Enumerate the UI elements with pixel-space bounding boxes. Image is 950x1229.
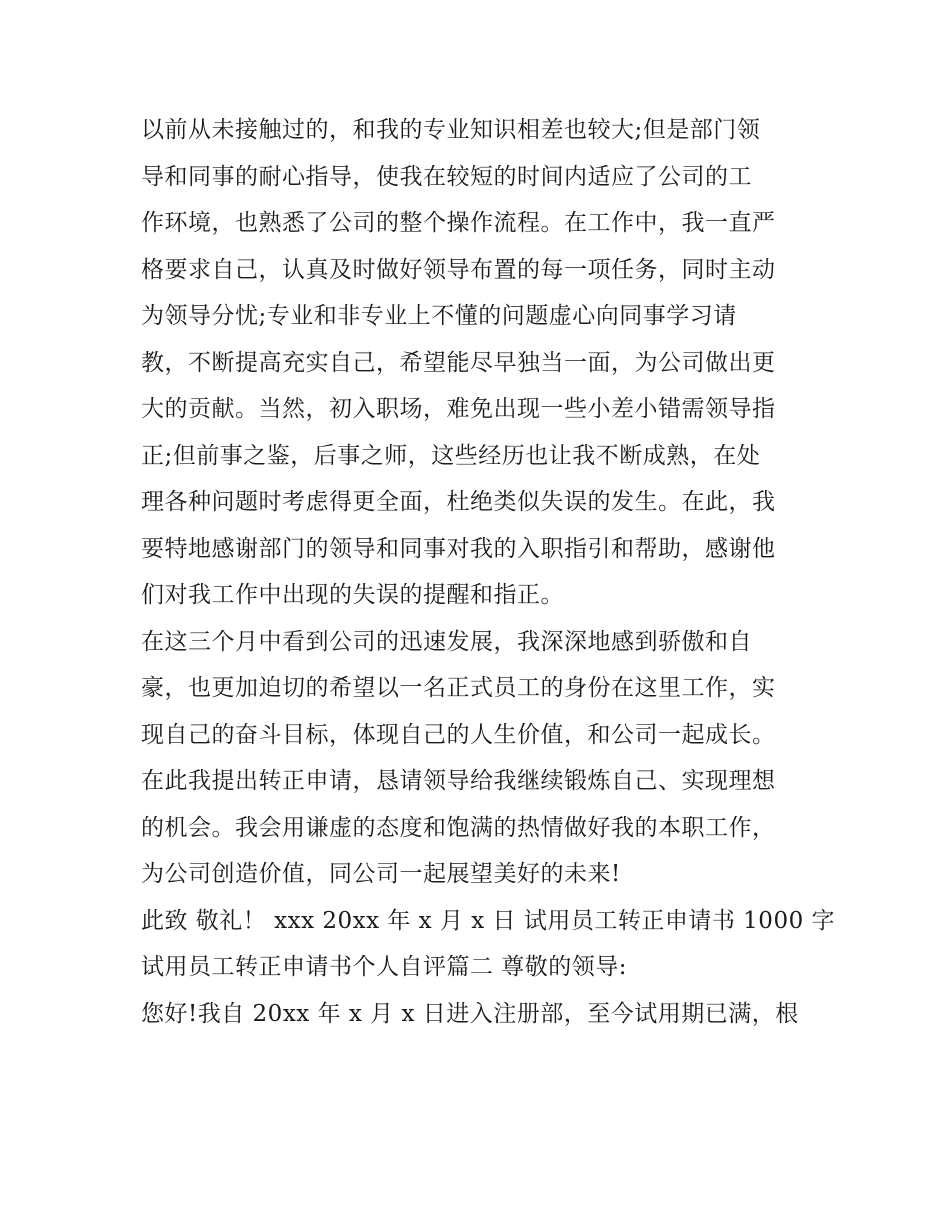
text-line: 豪，也更加迫切的希望以一名正式员工的身份在这里工作，实 [141, 675, 776, 701]
text-line: 试用员工转正申请书个人自评篇二 尊敬的领导: [141, 954, 628, 980]
document-body [141, 110, 836, 1040]
text-line: 导和同事的耐心指导，使我在较短的时间内适应了公司的工 [141, 163, 752, 190]
text-line: 为领导分忧;专业和非专业上不懂的问题虚心向同事学习请 [141, 303, 737, 329]
text-line: 作环境，也熟悉了公司的整个操作流程。在工作中，我一直严 [141, 210, 776, 236]
text-line: 教，不断提高充实自己，希望能尽早独当一面，为公司做出更 [141, 349, 776, 376]
text-line: 正;但前事之鉴，后事之师，这些经历也让我不断成熟，在处 [141, 442, 761, 469]
text-line: 在这三个月中看到公司的迅速发展，我深深地感到骄傲和自 [141, 628, 752, 655]
text-line: 现自己的奋斗目标，体现自己的人生价值，和公司一起成长。 [141, 721, 776, 748]
text-line: 您好!我自 20xx 年 x 月 x 日进入注册部，至今试用期已满，根 [141, 1000, 799, 1027]
text-line: 要特地感谢部门的领导和同事对我的入职指引和帮助，感谢他 [141, 535, 776, 562]
text-line: 们对我工作中出现的失误的提醒和指正。 [141, 582, 564, 608]
text-line: 此致 敬礼！ xxx 20xx 年 x 月 x 日 试用员工转正申请书 1000 字 [141, 907, 836, 934]
text-line: 以前从未接触过的，和我的专业知识相差也较大;但是部门领 [141, 117, 761, 143]
text-line: 的机会。我会用谦虚的态度和饱满的热情做好我的本职工作， [141, 814, 776, 841]
text-line: 在此我提出转正申请，恳请领导给我继续锻炼自己、实现理想 [141, 768, 776, 794]
text-line: 大的贡献。当然，初入职场，难免出现一些小差小错需领导指 [141, 396, 776, 422]
text-line: 格要求自己，认真及时做好领导布置的每一项任务，同时主动 [141, 256, 776, 283]
text-line: 为公司创造价值，同公司一起展望美好的未来! [141, 861, 621, 887]
text-line: 理各种问题时考虑得更全面，杜绝类似失误的发生。在此，我 [141, 489, 776, 515]
